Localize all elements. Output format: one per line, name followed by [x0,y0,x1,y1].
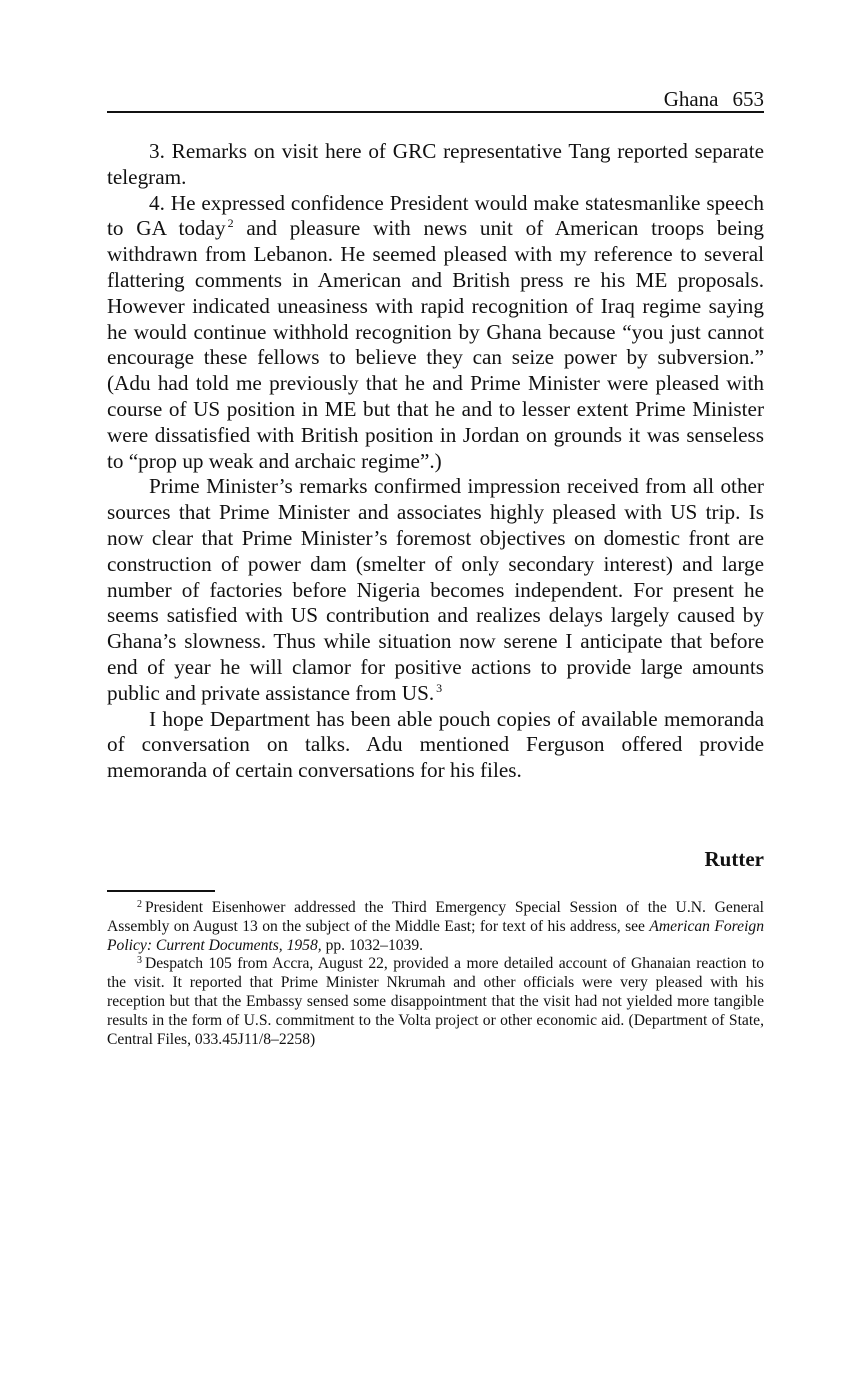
footnote-2 [107,899,764,955]
paragraph-memoranda-text: I hope Department has been able pouch copies of available memoranda of conversation on talks. Adu mentioned Ferguson offered provide memoranda of certain conversations for his files. [107,706,764,783]
footnote-2-citation-title: American Foreign Policy: Current Documents, 1958, [107,917,765,954]
footnote-3 [107,955,764,1049]
footnote-rule [107,890,215,892]
footnote-ref-2: 2 [227,216,234,231]
signature: Rutter [704,847,764,871]
paragraph-prime-minister [107,474,764,706]
page-number: 653 [732,87,764,111]
paragraph-3-text: 3. Remarks on visit here of GRC representative Tang reported separate telegram. [107,139,764,189]
footnote-3-text: Despatch 105 from Accra, August 22, provided a more detailed account of Ghanaian reaction to the visit. It reported that Prime Minister Nkrumah and other officials were very pleased with his reception but that the Embassy sensed some disappointment that the visit had not yielded more tangible results in the form of U.S. commitment to the Volta project or other economic aid. (Department of State, Central Files, 033.45J11/8–2258) [107,955,764,1048]
footnote-ref-3: 3 [436,680,443,695]
paragraph-4 [107,191,764,475]
telegram-body [107,139,764,784]
footnote-2-marker: 2 [137,899,142,910]
footnotes [107,899,764,1049]
paragraph-prime-minister-text: Prime Minister’s remarks confirmed impression received from all other sources that Prime Minister and associates highly pleased with US trip. Is now clear that Prime Minister’s foremost objectives on domestic front are construction of power dam (smelter of only secondary interest) and large number of factories before Nigeria becomes independent. For present he seems satisfied with US contribution and realizes delays largely caused by Ghana’s slowness. Thus while situation now serene I anticipate that before end of year he will clamor for positive actions to provide large amounts public and private assistance from US. [107,474,764,705]
running-head-section: Ghana [663,87,719,111]
paragraph-4-text-end: and pleasure with news unit of American troops being withdrawn from Lebanon. He seemed pleased with my reference to several flattering comments in American and British press re his ME proposals. However indicated uneasiness with rapid recognition of Iraq regime saying he would continue withhold recognition by Ghana because “you just cannot encourage these fellows to believe they can seize power by subversion.” (Adu had told me previously that he and Prime Minister were pleased with course of US position in ME but that he and to lesser extent Prime Minister were dissatisfied with British position in Jordan on grounds it was senseless to “prop up weak and archaic regime”.) [107,216,765,473]
paragraph-3 [107,139,764,191]
paragraph-4-text-start: 4. He expressed confidence President would make statesmanlike speech to GA today [107,190,764,241]
running-head [664,84,764,114]
footnote-2-text: President Eisenhower addressed the Third Emergency Special Session of the U.N. General Assembly on August 13 on the subject of the Middle East; for text of his address, see [107,899,764,935]
paragraph-memoranda [107,707,764,784]
footnote-3-marker: 3 [137,955,142,967]
footnote-2-pages: pp. 1032–1039. [321,936,424,954]
header-rule [107,111,764,113]
